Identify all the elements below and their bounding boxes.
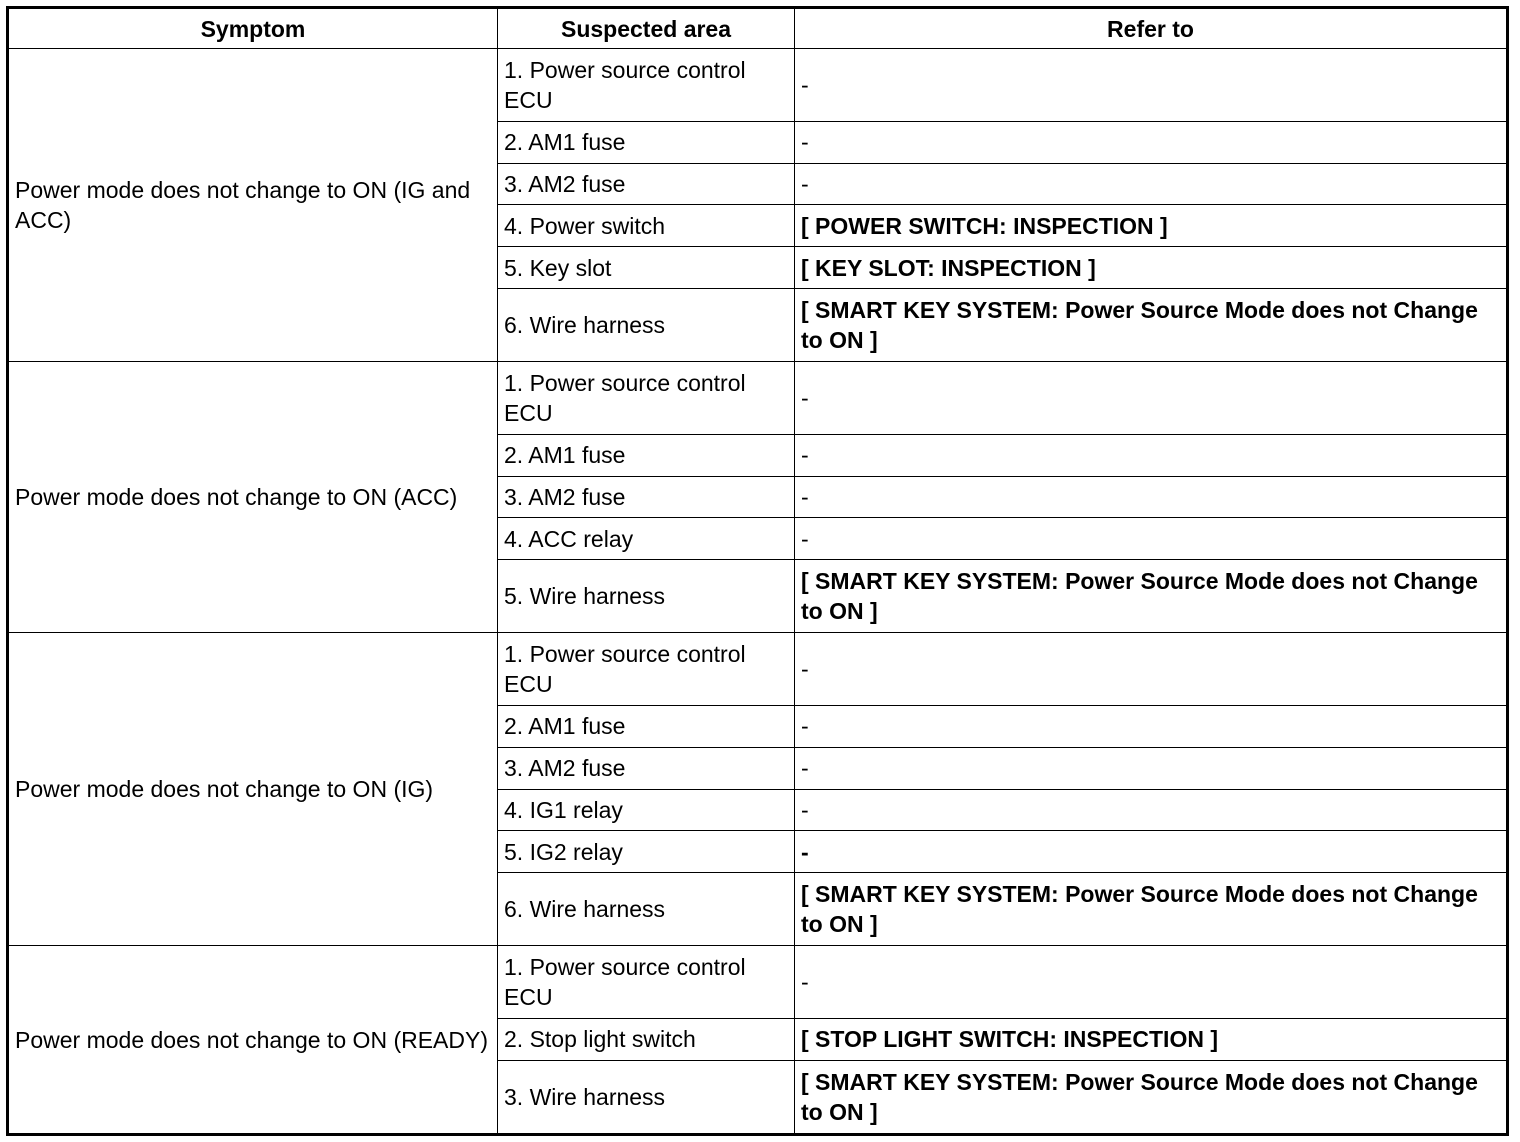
symptom-cell: Power mode does not change to ON (IG and ACC) xyxy=(8,49,498,362)
refer-to-link[interactable]: [ SMART KEY SYSTEM: Power Source Mode does not Change to ON ] xyxy=(795,288,1508,361)
suspected-area-cell: 2. AM1 fuse xyxy=(498,434,795,476)
suspected-area-cell: 5. Key slot xyxy=(498,247,795,289)
refer-to-cell: - xyxy=(795,946,1508,1019)
suspected-area-cell: 6. Wire harness xyxy=(498,872,795,945)
refer-to-link[interactable]: [ STOP LIGHT SWITCH: INSPECTION ] xyxy=(795,1019,1508,1061)
refer-to-cell: - xyxy=(795,747,1508,789)
suspected-area-cell: 5. IG2 relay xyxy=(498,831,795,873)
suspected-area-cell: 2. AM1 fuse xyxy=(498,122,795,164)
refer-to-cell: - xyxy=(795,789,1508,831)
refer-to-link[interactable]: [ SMART KEY SYSTEM: Power Source Mode does not Change to ON ] xyxy=(795,872,1508,945)
suspected-area-cell: 1. Power source control ECU xyxy=(498,49,795,122)
refer-to-cell: - xyxy=(795,633,1508,706)
refer-to-cell: - xyxy=(795,518,1508,560)
table-row xyxy=(8,49,1508,122)
refer-to-cell: - xyxy=(795,122,1508,164)
suspected-area-cell: 1. Power source control ECU xyxy=(498,946,795,1019)
refer-to-cell: - xyxy=(795,163,1508,205)
suspected-area-cell: 3. Wire harness xyxy=(498,1060,795,1134)
refer-to-link[interactable]: [ SMART KEY SYSTEM: Power Source Mode does not Change to ON ] xyxy=(795,560,1508,633)
suspected-area-cell: 1. Power source control ECU xyxy=(498,361,795,434)
suspected-area-cell: 2. AM1 fuse xyxy=(498,706,795,748)
header-refer-to: Refer to xyxy=(795,8,1508,49)
refer-to-cell: - xyxy=(795,831,1508,873)
suspected-area-cell: 3. AM2 fuse xyxy=(498,163,795,205)
refer-to-cell: - xyxy=(795,434,1508,476)
refer-to-cell: - xyxy=(795,706,1508,748)
suspected-area-cell: 4. Power switch xyxy=(498,205,795,247)
suspected-area-cell: 6. Wire harness xyxy=(498,288,795,361)
table-row xyxy=(8,633,1508,706)
refer-to-link[interactable]: [ POWER SWITCH: INSPECTION ] xyxy=(795,205,1508,247)
refer-to-cell: - xyxy=(795,476,1508,518)
symptom-cell: Power mode does not change to ON (READY) xyxy=(8,946,498,1135)
suspected-area-cell: 5. Wire harness xyxy=(498,560,795,633)
header-symptom: Symptom xyxy=(8,8,498,49)
suspected-area-cell: 4. IG1 relay xyxy=(498,789,795,831)
suspected-area-cell: 1. Power source control ECU xyxy=(498,633,795,706)
diagnosis-table xyxy=(6,6,1509,1136)
suspected-area-cell: 2. Stop light switch xyxy=(498,1019,795,1061)
suspected-area-cell: 4. ACC relay xyxy=(498,518,795,560)
header-suspected-area: Suspected area xyxy=(498,8,795,49)
table-row xyxy=(8,946,1508,1019)
suspected-area-cell: 3. AM2 fuse xyxy=(498,476,795,518)
refer-to-link[interactable]: [ SMART KEY SYSTEM: Power Source Mode does not Change to ON ] xyxy=(795,1060,1508,1134)
symptom-cell: Power mode does not change to ON (ACC) xyxy=(8,361,498,632)
refer-to-link[interactable]: [ KEY SLOT: INSPECTION ] xyxy=(795,247,1508,289)
suspected-area-cell: 3. AM2 fuse xyxy=(498,747,795,789)
refer-to-cell: - xyxy=(795,49,1508,122)
symptom-cell: Power mode does not change to ON (IG) xyxy=(8,633,498,946)
table-row xyxy=(8,361,1508,434)
header-row xyxy=(8,8,1508,49)
refer-to-cell: - xyxy=(795,361,1508,434)
